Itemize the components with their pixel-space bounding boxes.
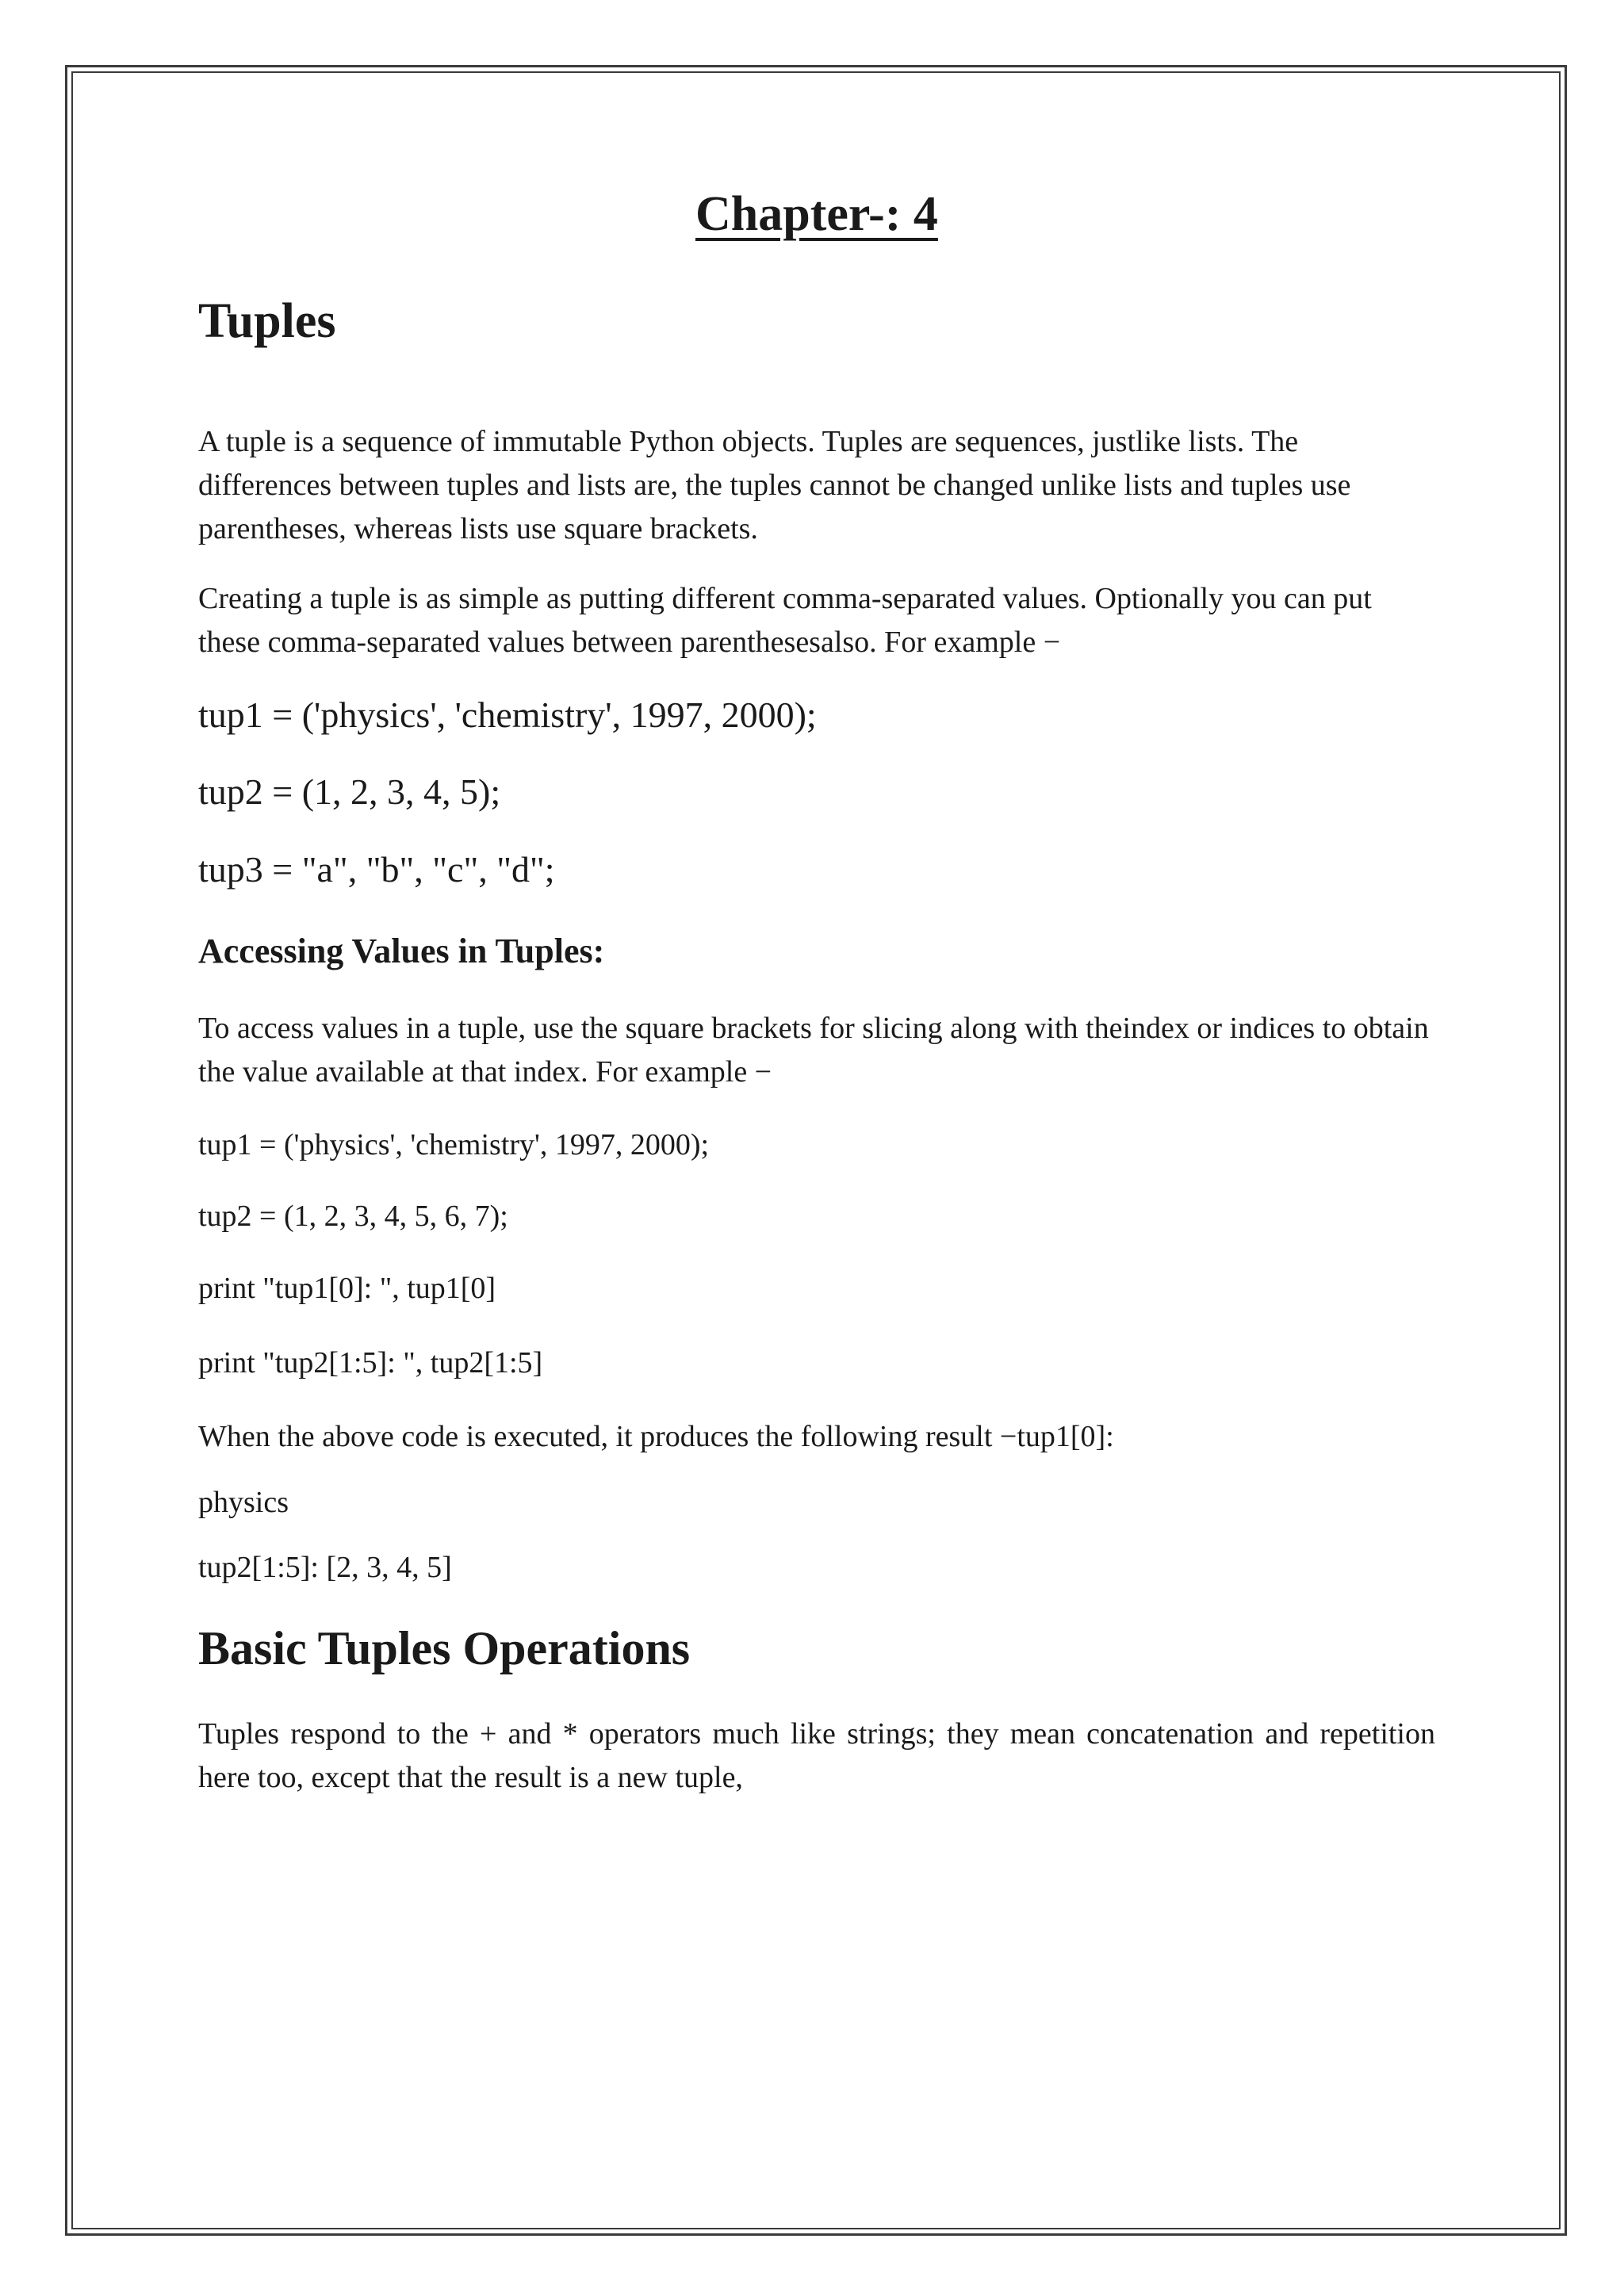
- basic-operations-paragraph: Tuples respond to the + and * operators much like strings; they mean concatenation and repetition here too, except that the result is a new tuple,: [198, 1717, 1435, 1794]
- access-code-line-4: print "tup2[1:5]: ", tup2[1:5]: [198, 1346, 543, 1380]
- access-code-line-1: tup1 = ('physics', 'chemistry', 1997, 2000);: [198, 1128, 710, 1161]
- accessing-paragraph: To access values in a tuple, use the square brackets for slicing along with theindex or indices to obtain the value available at that index. For example −: [198, 1012, 1429, 1089]
- intro-paragraph: A tuple is a sequence of immutable Python objects. Tuples are sequences, justlike lists. The differences between tuples and lists are, the tuples cannot be changed unlike lists and tuples use parentheses, whereas lists use square brackets.: [198, 425, 1351, 545]
- accessing-heading: Accessing Values in Tuples:: [198, 932, 605, 970]
- basic-operations-heading: Basic Tuples Operations: [198, 1622, 691, 1674]
- tuples-heading: Tuples: [198, 294, 336, 348]
- example-code-line-2: tup2 = (1, 2, 3, 4, 5);: [198, 771, 501, 812]
- access-code-line-3: print "tup1[0]: ", tup1[0]: [198, 1272, 496, 1305]
- result-intro: When the above code is executed, it produces the following result −tup1[0]:: [198, 1420, 1114, 1453]
- chapter-title: Chapter-: 4: [695, 187, 938, 241]
- example-code-line-1: tup1 = ('physics', 'chemistry', 1997, 2000);: [198, 695, 817, 735]
- result-line-slice: tup2[1:5]: [2, 3, 4, 5]: [198, 1551, 452, 1584]
- access-code-line-2: tup2 = (1, 2, 3, 4, 5, 6, 7);: [198, 1200, 508, 1233]
- creating-paragraph: Creating a tuple is as simple as putting different comma-separated values. Optionally you can put these comma-separated values between parenthesesalso. For example −: [198, 582, 1372, 659]
- result-line-physics: physics: [198, 1486, 289, 1519]
- example-code-line-3: tup3 = "a", "b", "c", "d";: [198, 849, 555, 890]
